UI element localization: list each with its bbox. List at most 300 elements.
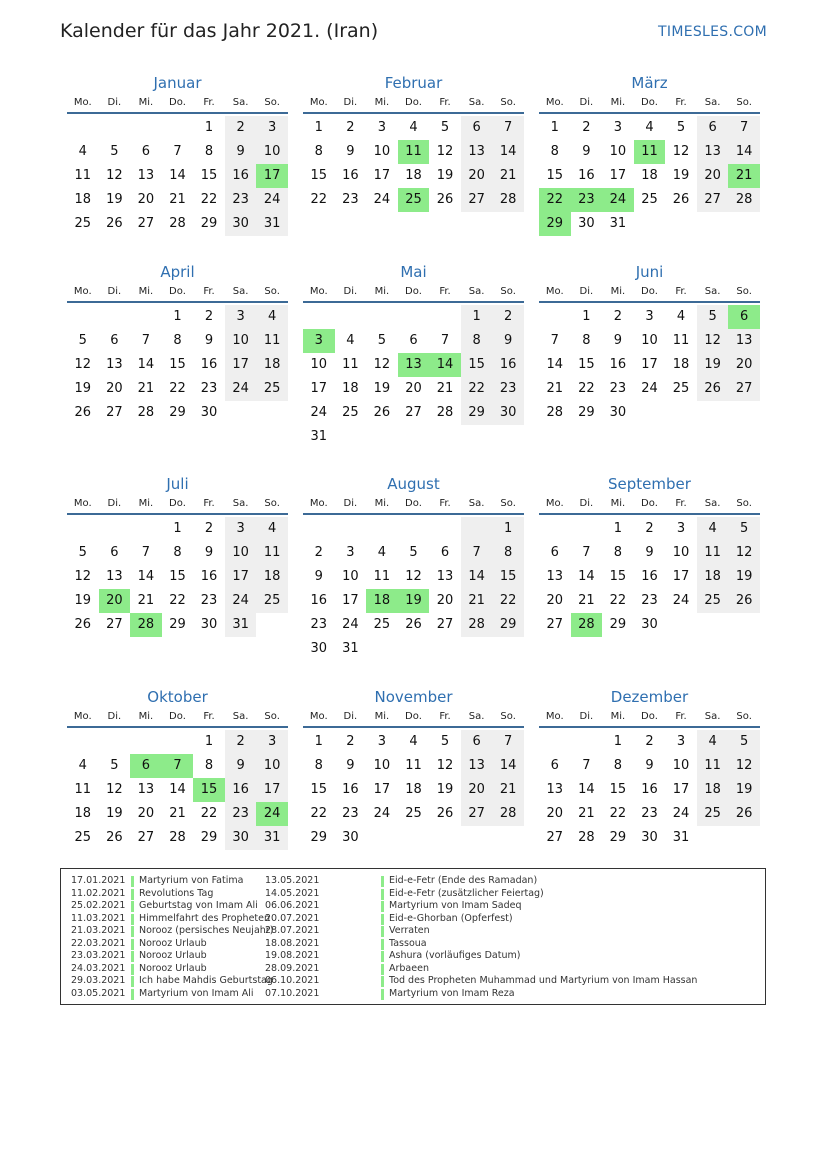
day-cell: 10 (672, 758, 690, 773)
brand-logo[interactable]: TIMESLES.COM (658, 24, 767, 40)
day-cell: 27 (697, 188, 729, 212)
month-name: Juni (635, 263, 664, 281)
empty-cell (571, 730, 603, 754)
month-10 (67, 686, 288, 850)
weekday-header (67, 94, 288, 114)
legend-color-marker (381, 876, 384, 887)
day-cell: 13 (546, 782, 564, 797)
day-cell: 1 (173, 309, 182, 324)
day-cell: 7 (141, 545, 151, 560)
day-cell: 9 (204, 333, 214, 348)
day-cell: 10 (256, 140, 288, 164)
day-cell: 26 (74, 617, 92, 632)
weekday-label: Di. (579, 498, 594, 509)
day-cell: 23 (200, 593, 218, 608)
day-cell: 2 (613, 309, 623, 324)
day-grid (67, 116, 288, 236)
day-cell: 11 (74, 168, 92, 183)
day-cell: 21 (169, 806, 186, 821)
weekday-label: Di. (343, 498, 358, 509)
day-cell: 26 (436, 192, 454, 207)
day-cell: 20 (546, 806, 564, 821)
empty-cell (398, 517, 430, 541)
weekday-label: Mi. (138, 97, 154, 108)
weekday-label: Di. (343, 97, 358, 108)
day-cell: 13 (461, 140, 493, 164)
holiday-day-cell: 11 (634, 140, 666, 164)
legend-holiday-name: Norooz Urlaub (139, 937, 207, 949)
day-cell: 26 (74, 405, 92, 420)
day-cell: 1 (204, 734, 214, 749)
day-cell: 6 (110, 545, 119, 560)
day-cell: 24 (672, 806, 690, 821)
day-cell: 1 (461, 305, 493, 329)
day-cell: 19 (436, 782, 454, 797)
day-cell: 9 (346, 144, 355, 159)
day-cell: 20 (405, 381, 422, 396)
day-cell: 29 (609, 830, 627, 845)
day-cell: 6 (461, 730, 493, 754)
day-cell: 8 (582, 333, 591, 348)
day-cell: 9 (582, 144, 591, 159)
day-cell: 13 (436, 569, 454, 584)
legend-color-marker (381, 889, 384, 900)
weekday-label: Mi. (138, 286, 154, 297)
weekday-header (303, 283, 524, 303)
day-cell: 23 (641, 806, 658, 821)
day-grid (303, 517, 524, 661)
day-grid (303, 305, 524, 449)
weekday-header (67, 283, 288, 303)
day-cell: 12 (106, 168, 123, 183)
day-cell: 27 (106, 617, 123, 632)
weekday-header (67, 708, 288, 728)
day-cell: 24 (672, 593, 690, 608)
day-cell: 8 (173, 333, 182, 348)
day-cell: 27 (461, 188, 493, 212)
weekday-label: Mi. (374, 498, 390, 509)
weekday-label: Fr. (439, 498, 451, 509)
legend-color-marker (131, 876, 134, 887)
day-cell: 14 (578, 569, 595, 584)
day-cell: 18 (641, 168, 658, 183)
day-cell: 16 (578, 168, 595, 183)
day-cell: 17 (373, 782, 391, 797)
day-cell: 11 (256, 541, 288, 565)
weekday-label: So. (500, 498, 516, 509)
day-cell: 16 (200, 357, 218, 372)
weekday-label: Do. (169, 498, 186, 509)
legend-holiday-name: Eid-e-Fetr (zusätzlicher Feiertag) (389, 887, 544, 899)
day-cell: 11 (256, 329, 288, 353)
legend-holiday-name: Martyrium von Imam Reza (389, 987, 515, 999)
day-cell: 5 (440, 120, 450, 135)
empty-cell (429, 305, 461, 329)
day-cell: 25 (641, 192, 658, 207)
day-cell: 13 (106, 357, 123, 372)
day-cell: 5 (676, 120, 686, 135)
month-name: April (160, 263, 195, 281)
empty-cell (99, 116, 131, 140)
day-cell: 19 (672, 168, 690, 183)
month-9 (539, 473, 760, 637)
day-cell: 17 (609, 168, 627, 183)
legend-color-marker (381, 951, 384, 962)
empty-cell (67, 730, 99, 754)
day-cell: 28 (546, 405, 564, 420)
day-cell: 15 (492, 565, 524, 589)
legend-holiday-name: Martyrium von Imam Sadeq (389, 900, 522, 911)
holiday-day-cell: 14 (429, 353, 461, 377)
day-cell: 26 (436, 806, 454, 821)
day-cell: 13 (106, 569, 123, 584)
day-cell: 13 (546, 569, 564, 584)
month-name: Dezember (610, 688, 689, 706)
day-cell: 1 (173, 521, 182, 536)
holiday-day-cell: 29 (539, 212, 571, 236)
day-cell: 14 (546, 357, 564, 372)
day-cell: 12 (373, 357, 391, 372)
day-cell: 16 (492, 353, 524, 377)
legend-color-marker (131, 951, 134, 962)
weekday-label: Di. (343, 711, 358, 722)
day-cell: 24 (373, 192, 391, 207)
day-cell: 27 (436, 617, 454, 632)
day-cell: 7 (492, 730, 524, 754)
holiday-day-cell: 13 (398, 353, 430, 377)
day-cell: 12 (728, 541, 760, 565)
day-cell: 16 (310, 593, 328, 608)
day-cell: 20 (697, 164, 729, 188)
day-cell: 13 (697, 140, 729, 164)
empty-cell (67, 305, 99, 329)
day-grid (539, 305, 760, 425)
day-cell: 19 (106, 192, 123, 207)
weekday-label: Do. (169, 286, 186, 297)
day-cell: 25 (672, 381, 690, 396)
weekday-label: Mi. (138, 498, 154, 509)
day-cell: 19 (74, 381, 92, 396)
holiday-day-cell: 18 (366, 589, 398, 613)
legend-color-marker (131, 889, 134, 900)
empty-cell (99, 517, 131, 541)
day-cell: 12 (74, 357, 92, 372)
day-cell: 4 (256, 305, 288, 329)
month-2 (303, 72, 524, 212)
weekday-label: Do. (405, 286, 422, 297)
legend-holiday-name: Martyrium von Imam Ali (139, 987, 254, 999)
weekday-label: So. (264, 498, 280, 509)
day-grid (303, 116, 524, 212)
weekday-label: So. (736, 711, 752, 722)
day-cell: 21 (492, 164, 524, 188)
day-cell: 16 (342, 168, 359, 183)
weekday-label: Fr. (439, 97, 451, 108)
day-cell: 9 (225, 754, 257, 778)
holiday-day-cell: 24 (602, 188, 634, 212)
legend-color-marker (381, 976, 384, 987)
day-cell: 15 (310, 782, 328, 797)
day-cell: 18 (74, 192, 92, 207)
weekday-label: Sa. (468, 286, 485, 297)
day-cell: 25 (74, 216, 92, 231)
weekday-label: Do. (405, 498, 422, 509)
day-cell: 2 (346, 120, 355, 135)
weekday-label: Mi. (610, 97, 626, 108)
day-cell: 19 (697, 353, 729, 377)
day-cell: 19 (728, 565, 760, 589)
day-cell: 18 (672, 357, 690, 372)
day-cell: 25 (256, 589, 288, 613)
day-cell: 26 (697, 377, 729, 401)
month-name: Mai (400, 263, 427, 281)
weekday-label: Mo. (309, 97, 328, 108)
day-cell: 27 (546, 830, 564, 845)
day-cell: 4 (377, 545, 387, 560)
day-cell: 6 (409, 333, 418, 348)
day-cell: 31 (342, 641, 359, 656)
weekday-label: Mo. (309, 498, 328, 509)
day-cell: 9 (314, 569, 323, 584)
weekday-label: Di. (107, 97, 122, 108)
day-cell: 22 (578, 381, 595, 396)
day-cell: 11 (373, 569, 391, 584)
weekday-label: Sa. (232, 286, 249, 297)
weekday-label: Mo. (73, 286, 92, 297)
day-cell: 25 (373, 617, 391, 632)
legend-date: 13.05.2021 (265, 875, 320, 886)
day-cell: 17 (641, 357, 658, 372)
day-cell: 22 (169, 381, 186, 396)
legend-date: 20.07.2021 (265, 912, 320, 924)
day-cell: 4 (676, 309, 686, 324)
empty-cell (429, 517, 461, 541)
day-cell: 24 (310, 405, 328, 420)
weekday-label: Do. (169, 711, 186, 722)
day-cell: 12 (697, 329, 729, 353)
weekday-label: Sa. (468, 97, 485, 108)
day-cell: 31 (672, 830, 690, 845)
day-cell: 16 (641, 782, 658, 797)
empty-cell (99, 305, 131, 329)
day-cell: 21 (137, 381, 155, 396)
weekday-label: Mo. (73, 498, 92, 509)
day-cell: 15 (546, 168, 564, 183)
day-cell: 5 (78, 545, 87, 560)
weekday-label: Do. (641, 97, 658, 108)
day-cell: 10 (342, 569, 359, 584)
day-cell: 12 (672, 144, 690, 159)
day-cell: 16 (225, 778, 257, 802)
month-1 (67, 72, 288, 236)
weekday-label: So. (500, 97, 516, 108)
day-cell: 4 (78, 144, 87, 159)
legend-color-marker (381, 939, 384, 950)
day-cell: 2 (314, 545, 323, 560)
day-cell: 31 (310, 429, 328, 444)
day-cell: 6 (461, 116, 493, 140)
legend-date: 21.03.2021 (71, 925, 126, 936)
day-grid (303, 730, 524, 850)
legend-holiday-name: Ich habe Mahdis Geburtstag (139, 975, 273, 986)
day-cell: 27 (461, 802, 493, 826)
day-cell: 22 (609, 593, 627, 608)
day-cell: 25 (697, 802, 729, 826)
legend-date: 06.10.2021 (265, 975, 320, 986)
weekday-label: Fr. (675, 286, 687, 297)
day-cell: 14 (728, 140, 760, 164)
day-cell: 24 (342, 617, 359, 632)
month-7 (67, 473, 288, 637)
day-cell: 30 (310, 641, 328, 656)
legend-holiday-name: Eid-e-Ghorban (Opferfest) (389, 912, 513, 924)
day-cell: 5 (377, 333, 387, 348)
day-cell: 18 (256, 565, 288, 589)
day-cell: 10 (609, 144, 627, 159)
day-cell: 5 (409, 545, 418, 560)
day-cell: 14 (492, 754, 524, 778)
day-cell: 3 (225, 517, 257, 541)
empty-cell (303, 517, 335, 541)
weekday-label: Mo. (545, 498, 564, 509)
day-cell: 26 (405, 617, 422, 632)
weekday-header (67, 495, 288, 515)
day-cell: 6 (141, 144, 151, 159)
holiday-day-cell: 11 (398, 140, 430, 164)
legend-color-marker (381, 964, 384, 975)
month-name: September (608, 475, 691, 493)
weekday-label: So. (264, 97, 280, 108)
day-cell: 26 (728, 802, 760, 826)
day-cell: 16 (200, 569, 218, 584)
legend-color-marker (131, 964, 134, 975)
day-cell: 12 (436, 758, 454, 773)
holiday-day-cell: 19 (398, 589, 430, 613)
day-cell: 16 (641, 569, 658, 584)
weekday-label: Mi. (610, 711, 626, 722)
legend-holiday-name: Himmelfahrt des Propheten (139, 912, 271, 924)
empty-cell (130, 730, 162, 754)
weekday-label: Mi. (374, 711, 390, 722)
empty-cell (130, 116, 162, 140)
day-cell: 2 (225, 730, 257, 754)
weekday-label: Fr. (203, 97, 215, 108)
weekday-label: Mi. (374, 97, 390, 108)
day-cell: 29 (609, 617, 627, 632)
day-cell: 15 (200, 168, 218, 183)
weekday-label: Sa. (232, 97, 249, 108)
legend-holiday-name: Tassoua (389, 937, 427, 949)
day-cell: 28 (492, 188, 524, 212)
day-cell: 21 (578, 806, 595, 821)
month-8 (303, 473, 524, 661)
day-cell: 17 (672, 569, 690, 584)
day-cell: 17 (225, 565, 257, 589)
legend-date: 23.03.2021 (71, 950, 126, 961)
day-cell: 15 (609, 569, 627, 584)
day-cell: 5 (728, 730, 760, 754)
day-cell: 17 (310, 381, 328, 396)
weekday-label: Di. (579, 97, 594, 108)
day-cell: 6 (550, 545, 559, 560)
legend-date: 03.05.2021 (71, 987, 126, 999)
empty-cell (130, 305, 162, 329)
legend-date: 28.07.2021 (265, 925, 320, 936)
day-cell: 30 (578, 216, 595, 231)
weekday-label: Di. (107, 498, 122, 509)
holiday-day-cell: 24 (256, 802, 288, 826)
day-cell: 9 (613, 333, 623, 348)
legend-date: 25.02.2021 (71, 900, 126, 911)
day-cell: 11 (672, 333, 690, 348)
day-cell: 11 (697, 754, 729, 778)
day-cell: 7 (492, 116, 524, 140)
day-cell: 20 (137, 806, 155, 821)
day-cell: 1 (613, 734, 623, 749)
day-cell: 30 (609, 405, 627, 420)
day-cell: 26 (672, 192, 690, 207)
day-cell: 17 (672, 782, 690, 797)
legend-color-marker (381, 989, 384, 1000)
legend-holiday-name: Martyrium von Fatima (139, 875, 244, 886)
day-cell: 14 (461, 565, 493, 589)
day-cell: 18 (74, 806, 92, 821)
weekday-header (303, 94, 524, 114)
day-cell: 14 (492, 140, 524, 164)
weekday-label: Do. (405, 97, 422, 108)
weekday-label: Fr. (675, 498, 687, 509)
empty-cell (67, 116, 99, 140)
holiday-day-cell: 28 (571, 613, 603, 637)
day-cell: 1 (314, 734, 323, 749)
day-cell: 8 (204, 758, 214, 773)
day-cell: 29 (578, 405, 595, 420)
legend-color-marker (131, 901, 134, 912)
holiday-day-cell: 3 (303, 329, 335, 353)
holiday-day-cell: 21 (728, 164, 760, 188)
day-cell: 11 (74, 782, 92, 797)
day-cell: 22 (310, 192, 328, 207)
day-cell: 20 (106, 381, 123, 396)
day-cell: 29 (200, 216, 218, 231)
day-cell: 25 (342, 405, 359, 420)
day-grid (539, 517, 760, 637)
legend-color-marker (381, 901, 384, 912)
day-cell: 14 (169, 782, 186, 797)
day-grid (67, 517, 288, 637)
day-cell: 2 (492, 305, 524, 329)
month-11 (303, 686, 524, 850)
weekday-label: Mi. (610, 498, 626, 509)
day-cell: 5 (78, 333, 87, 348)
day-cell: 3 (676, 734, 686, 749)
day-cell: 8 (314, 758, 323, 773)
legend-holiday-name: Norooz Urlaub (139, 950, 207, 961)
day-cell: 20 (137, 192, 155, 207)
empty-cell (461, 517, 493, 541)
weekday-label: Mi. (374, 286, 390, 297)
month-name: November (374, 688, 453, 706)
holiday-day-cell: 6 (130, 754, 162, 778)
holiday-legend (60, 868, 766, 1005)
weekday-label: So. (264, 286, 280, 297)
month-6 (539, 261, 760, 425)
day-cell: 8 (550, 144, 559, 159)
empty-cell (539, 730, 571, 754)
holiday-day-cell: 17 (256, 164, 288, 188)
day-cell: 23 (492, 377, 524, 401)
day-cell: 9 (645, 758, 654, 773)
